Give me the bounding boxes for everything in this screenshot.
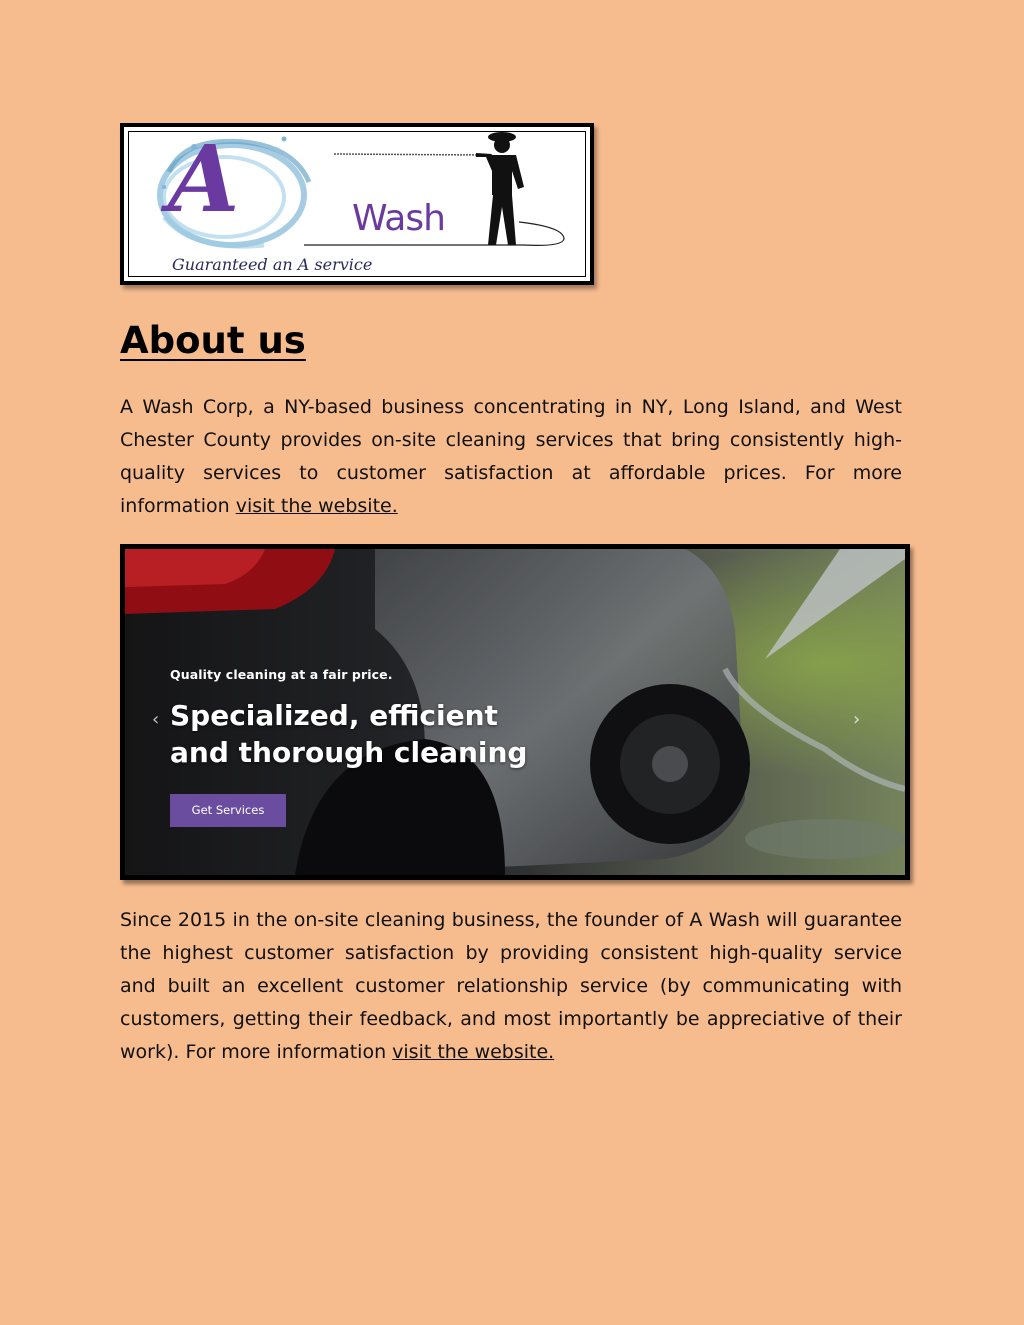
page-title: About us xyxy=(120,319,306,362)
get-services-button[interactable]: Get Services xyxy=(170,794,286,827)
banner-title xyxy=(170,697,590,771)
hero-banner-image xyxy=(120,544,910,880)
founder-paragraph xyxy=(120,904,902,1069)
carousel-next-icon[interactable]: › xyxy=(853,709,861,730)
carousel-prev-icon[interactable]: ‹ xyxy=(152,709,160,730)
about-paragraph-text: A Wash Corp, a NY-based business concentrating in NY, Long Island, and West Chester County provides on-site cleaning services that bring consistently high-quality services to customer satisfaction at affordable prices. For more information xyxy=(120,396,902,517)
website-link[interactable]: visit the website. xyxy=(392,1041,555,1063)
logo-tagline: Guaranteed an A service xyxy=(172,255,373,274)
website-link[interactable]: visit the website. xyxy=(235,495,398,517)
logo-letter: A xyxy=(168,125,240,233)
banner-title-line-1: Specialized, efficient xyxy=(170,699,498,732)
founder-paragraph-text: Since 2015 in the on-site cleaning business, the founder of A Wash will guarantee the highest customer satisfaction by providing consistent high-quality service and built an excellent customer relationship service (by communicating with customers, getting their feedback, and most importantly be appreciative of their work). For more information xyxy=(120,909,902,1063)
logo-word: Wash xyxy=(352,198,445,239)
company-logo xyxy=(120,123,594,285)
banner-kicker: Quality cleaning at a fair price. xyxy=(170,667,393,682)
about-paragraph xyxy=(120,391,902,523)
banner-title-line-2: and thorough cleaning xyxy=(170,736,528,769)
